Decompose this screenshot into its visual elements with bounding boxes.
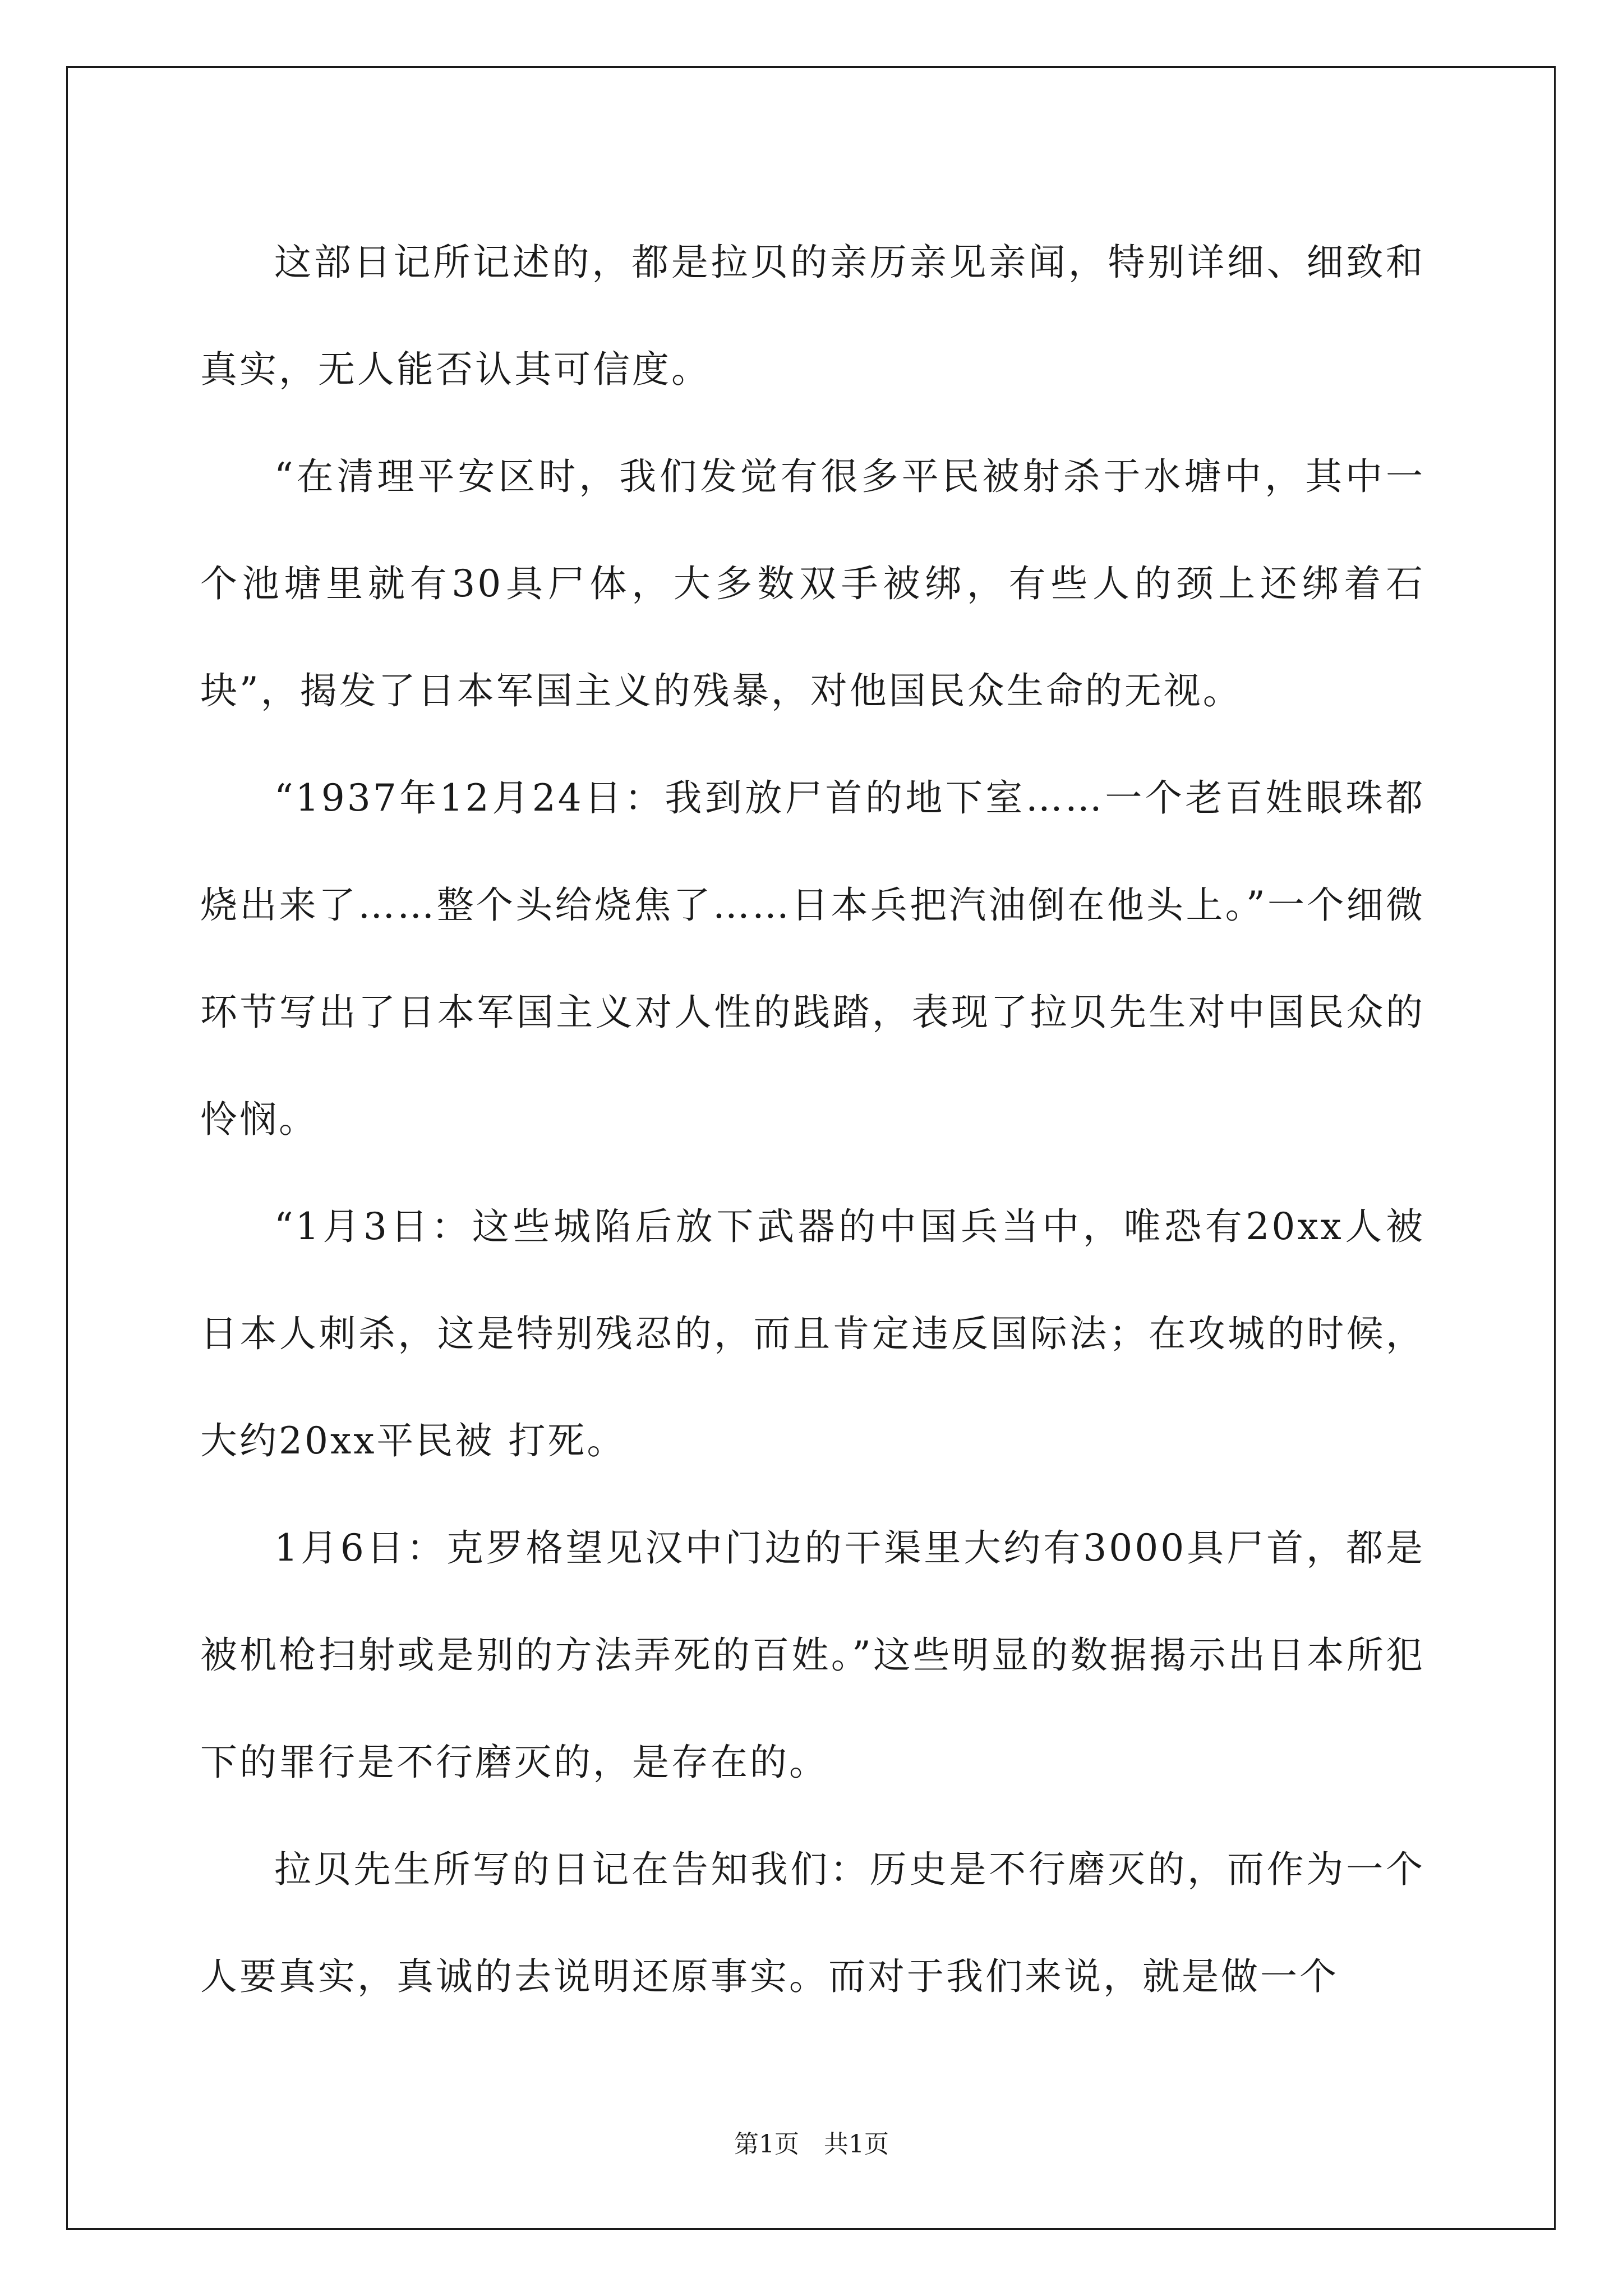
- paragraph: “1937年12月24日：我到放尸首的地下室……一个老百姓眼珠都烧出来了……整个头给烧焦了……日本兵把汽油倒在他头上。”一个细微环节写出了日本军国主义对人性的践踏，表现了拉贝先生对中国民众的怜悯。: [200, 776, 1425, 1141]
- paragraph: 这部日记所记述的，都是拉贝的亲历亲见亲闻，特别详细、细致和真实，无人能否认其可信度。: [200, 241, 1425, 391]
- page-number-footer: 第1页 共1页: [734, 2130, 889, 2159]
- paragraph: 拉贝先生所写的日记在告知我们：历史是不行磨灭的，而作为一个人要真实，真诚的去说明还原事实。而对于我们来说，就是做一个: [200, 1848, 1425, 1998]
- paragraph: “1月3日：这些城陷后放下武器的中国兵当中，唯恐有20xx人被日本人刺杀，这是特别残忍的，而且肯定违反国际法；在攻城的时候，大约20xx平民被 打死。: [200, 1205, 1425, 1462]
- paragraph: 1月6日：克罗格望见汉中门边的干渠里大约有3000具尸首，都是被机枪扫射或是别的方法弄死的百姓。”这些明显的数据揭示出日本所犯下的罪行是不行磨灭的，是存在的。: [200, 1526, 1425, 1784]
- paragraph: “在清理平安区时，我们发觉有很多平民被射杀于水塘中，其中一个池塘里就有30具尸体，大多数双手被绑，有些人的颈上还绑着石块”，揭发了日本军国主义的残暴，对他国民众生命的无视。: [200, 455, 1425, 712]
- document-body: [200, 209, 1425, 2030]
